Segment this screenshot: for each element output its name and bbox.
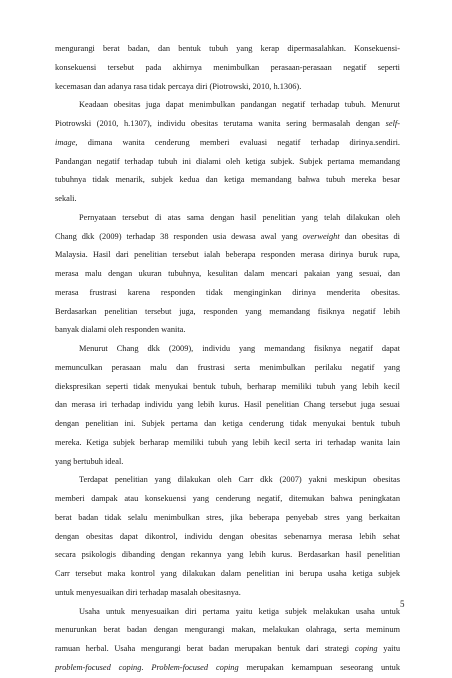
italic-term: overweight xyxy=(302,231,340,241)
text-line xyxy=(55,228,400,247)
text-segment: Chang dkk (2009) terhadap 38 responden usia dewasa awal yang xyxy=(55,231,303,241)
text-line xyxy=(55,134,400,153)
text-line xyxy=(55,453,400,472)
text-segment: mengurangi berat badan, dan bentuk tubuh yang kerap dipermasalahkan. Konsekuensi- xyxy=(55,44,400,53)
paragraph xyxy=(55,96,400,209)
text-line xyxy=(55,340,400,359)
text-line xyxy=(55,659,400,678)
text-segment: mereka. Ketiga subjek berharap memiliki tubuh yang lebih kecil serta iri terhadap wanita lain xyxy=(55,437,400,447)
text-segment: Keadaan obesitas juga dapat menimbulkan pandangan negatif terhadap tubuh. Menurut xyxy=(79,100,400,110)
text-segment: memberi dampak atau konsekuensi yang cenderung negatif, ditemukan bahwa peningkatan xyxy=(55,494,400,503)
text-segment: berat badan tidak selalu menimbulkan stres, jika beberapa penyebab stres yang berkaitan xyxy=(55,512,400,522)
text-segment: merupakan kemampuan seseorang untuk xyxy=(238,662,400,672)
text-segment: Pernyataan tersebut di atas sama dengan hasil penelitian yang telah dilakukan oleh xyxy=(79,212,400,222)
text-segment: , dimana wanita cenderung memberi evaluasi negatif terhadap dirinya.sendiri. xyxy=(75,137,400,147)
text-line xyxy=(55,434,400,453)
text-segment: ramuan herbal. Usaha mengurangi berat badan merupakan bentuk dari strategi xyxy=(55,644,355,653)
text-line xyxy=(55,640,400,659)
italic-term: problem-focused coping xyxy=(55,662,142,672)
text-line xyxy=(55,584,400,603)
text-segment: dan obesitas di xyxy=(339,231,400,241)
text-segment: dengan obesitas dapat dikontrol, individu dengan obesitas sebenarnya merasa lebih sehat xyxy=(55,531,400,541)
text-line xyxy=(55,490,400,509)
text-segment: Berdasarkan penelitian tersebut juga, responden yang memandang fisiknya negatif lebih xyxy=(55,306,400,316)
text-line xyxy=(55,284,400,303)
text-segment: merasa frustrasi karena responden tidak menginginkan dirinya menderita obesitas. xyxy=(55,287,400,297)
text-segment: diekspresikan seperti tidak menyukai bentuk tubuh, berharap memiliki tubuh yang lebih kecil xyxy=(55,381,400,391)
paragraph xyxy=(55,603,400,678)
text-line xyxy=(55,396,400,415)
text-line xyxy=(55,378,400,397)
text-segment: untuk menyesuaikan diri terhadap masalah obesitasnya. xyxy=(55,587,241,597)
text-segment: banyak dialami oleh responden wanita. xyxy=(55,325,186,335)
text-line xyxy=(55,265,400,284)
text-line xyxy=(55,565,400,584)
text-segment: . xyxy=(141,662,152,672)
text-segment: dan merasa iri terhadap individu yang lebih kurus. Hasil penelitian Chang tersebut juga sesuai xyxy=(55,400,400,410)
italic-term: Problem-focused coping xyxy=(151,662,239,672)
text-line xyxy=(55,171,400,190)
text-segment: Carr tersebut maka kontrol yang dilakukan dalam penelitian ini berupa usaha ketiga subjek xyxy=(55,569,400,578)
text-segment: secara psikologis dibanding dengan rekannya yang lebih kurus. Berdasarkan hasil penelitian xyxy=(55,550,400,560)
text-segment: dengan penelitian ini. Subjek pertama dan ketiga cenderung tidak menyukai bentuk tubuh xyxy=(55,419,400,428)
text-segment: kecemasan dan adanya rasa tidak percaya diri (Piotrowski, 2010, h.1306). xyxy=(55,81,302,91)
text-line xyxy=(55,96,400,115)
text-segment: yang bertubuh ideal. xyxy=(55,456,124,466)
text-line xyxy=(55,246,400,265)
italic-term: image xyxy=(55,137,76,147)
text-segment: Terdapat penelitian yang dilakukan oleh Carr dkk (2007) yakni meskipun obesitas xyxy=(79,475,400,485)
text-segment: memunculkan perasaan malu dan frustrasi serta menimbulkan perilaku negatif yang xyxy=(55,362,400,372)
text-line xyxy=(55,603,400,622)
text-segment: menurunkan berat badan dengan mengurangi makan, melakukan olahraga, serta meminum xyxy=(55,625,400,635)
text-segment: sekali. xyxy=(55,194,77,203)
text-segment: konsekuensi tersebut pada akhirnya menimbulkan perasaan-perasaan negatif seperti xyxy=(55,62,400,72)
text-segment: Malaysia. Hasil dari penelitian tersebut ialah beberapa responden merasa dirinya buruk rupa, xyxy=(55,250,400,260)
text-line xyxy=(55,528,400,547)
text-line xyxy=(55,190,400,209)
text-segment: yaitu xyxy=(377,644,400,653)
text-line xyxy=(55,509,400,528)
text-segment: merasa malu dengan ukuran tubuhnya, kesulitan dalam mencari pakaian yang sesuai, dan xyxy=(55,269,400,278)
text-line xyxy=(55,415,400,434)
italic-term: coping xyxy=(354,644,378,653)
paragraph xyxy=(55,209,400,340)
text-line xyxy=(55,209,400,228)
text-line xyxy=(55,546,400,565)
text-line xyxy=(55,115,400,134)
text-line xyxy=(55,40,400,59)
text-segment: tubuhnya tidak menarik, subjek kedua dan ketiga memandang bahwa tubuh mereka besar xyxy=(55,175,400,185)
text-line xyxy=(55,621,400,640)
text-segment: Menurut Chang dkk (2009), individu yang memandang fisiknya negatif dapat xyxy=(79,344,400,353)
paragraph xyxy=(55,40,400,96)
text-line xyxy=(55,153,400,172)
paragraph xyxy=(55,471,400,602)
text-segment: Pandangan negatif terhadap tubuh ini dialami oleh ketiga subjek. Subjek pertama memandang xyxy=(55,156,400,166)
body-text xyxy=(55,40,400,678)
text-segment: Piotrowski (2010, h.1307), individu obesitas terutama wanita sering bermasalah dengan xyxy=(55,119,386,128)
text-line xyxy=(55,303,400,322)
text-line xyxy=(55,321,400,340)
page-number: 5 xyxy=(400,599,405,609)
paragraph xyxy=(55,340,400,471)
text-segment: Usaha untuk menyesuaikan diri pertama yaitu ketiga subjek melakukan usaha untuk xyxy=(79,606,400,616)
text-line xyxy=(55,359,400,378)
text-line xyxy=(55,59,400,78)
text-line xyxy=(55,78,400,97)
text-line xyxy=(55,471,400,490)
italic-term: self- xyxy=(385,119,400,128)
